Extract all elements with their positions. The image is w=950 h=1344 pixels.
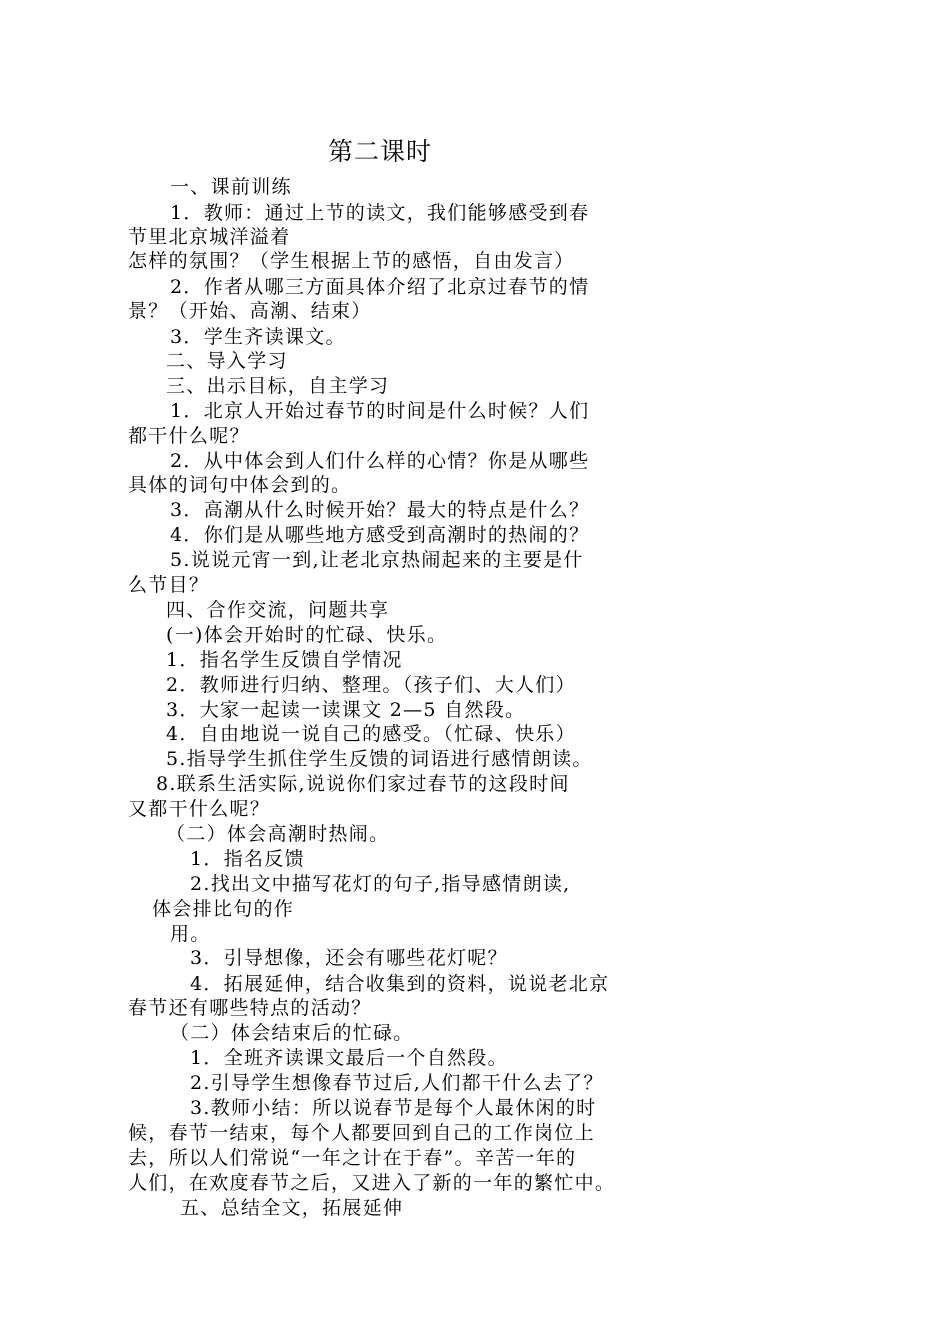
text-line: 2．从中体会到人们什么样的心情？你是从哪些 — [170, 450, 590, 472]
text-line: 4．自由地说一说自己的感受。（忙碌、快乐） — [166, 723, 576, 745]
section-heading: 五、总结全文，拓展延伸 — [180, 1197, 404, 1219]
text-line: 怎样的氛围？（学生根据上节的感悟，自由发言） — [128, 250, 575, 272]
text-line: 人们，在欢度春节之后，又进入了新的一年的繁忙中。 — [128, 1172, 616, 1194]
text-line: 1．北京人开始过春节的时间是什么时候？人们 — [170, 400, 590, 422]
text-line: 2．教师进行归纳、整理。（孩子们、大人们） — [166, 674, 576, 696]
page-title: 第二课时 — [328, 137, 433, 166]
section-heading: 二、导入学习 — [166, 350, 288, 372]
text-line: 节里北京城洋溢着 — [128, 226, 291, 248]
text-line: 么节目？ — [128, 574, 210, 596]
section-heading: 四、合作交流，问题共享 — [166, 599, 390, 621]
text-line: 1．指名反馈 — [190, 848, 305, 870]
text-line: 春节还有哪些特点的活动？ — [128, 997, 372, 1019]
subsection-heading: （二）体会高潮时热闹。 — [166, 823, 390, 845]
text-line: 3.教师小结：所以说春节是每个人最休闲的时 — [190, 1097, 597, 1119]
text-line: 体会排比句的作 — [152, 898, 295, 920]
text-line: 去，所以人们常说“一年之计在于春”。辛苦一年的 — [128, 1147, 577, 1169]
text-line: 4．你们是从哪些地方感受到高潮时的热闹的？ — [170, 524, 590, 546]
text-line: 3．大家一起读一读课文 2—5 自然段。 — [166, 699, 526, 721]
section-heading: 三、出示目标，自主学习 — [166, 375, 390, 397]
text-line: 具体的词句中体会到的。 — [128, 474, 352, 496]
text-line: 2.找出文中描写花灯的句子,指导感情朗读, — [190, 873, 571, 895]
text-line: 景？（开始、高潮、结束） — [128, 300, 372, 322]
text-line: 2.引导学生想像春节过后,人们都干什么去了？ — [190, 1072, 604, 1094]
text-line: 3．高潮从什么时候开始？最大的特点是什么？ — [170, 499, 590, 521]
text-line: 3．引导想像，还会有哪些花灯呢？ — [190, 947, 508, 969]
subsection-heading: (一)体会开始时的忙碌、快乐。 — [166, 624, 448, 646]
text-line: 2．作者从哪三方面具体介绍了北京过春节的情 — [170, 276, 590, 298]
text-line: 1．教师：通过上节的读文，我们能够感受到春 — [170, 202, 590, 224]
text-line: 5.说说元宵一到,让老北京热闹起来的主要是什 — [170, 549, 584, 571]
section-heading: 一、课前训练 — [170, 176, 292, 198]
text-line: 又都干什么呢？ — [128, 798, 271, 820]
text-line: 用。 — [170, 923, 211, 945]
text-line: 4．拓展延伸，结合收集到的资料，说说老北京 — [190, 973, 610, 995]
text-line: 都干什么呢？ — [128, 425, 250, 447]
text-line: 3．学生齐读课文。 — [170, 326, 346, 348]
text-line: 5.指导学生抓住学生反馈的词语进行感情朗读。 — [166, 748, 593, 770]
text-line: 候，春节一结束，每个人都要回到自己的工作岗位上 — [128, 1122, 595, 1144]
subsection-heading: （二）体会结束后的忙碌。 — [170, 1022, 414, 1044]
text-line: 8.联系生活实际,说说你们家过春节的这段时间 — [156, 773, 570, 795]
text-line: 1．指名学生反馈自学情况 — [166, 649, 403, 671]
text-line: 1．全班齐读课文最后一个自然段。 — [190, 1047, 508, 1069]
